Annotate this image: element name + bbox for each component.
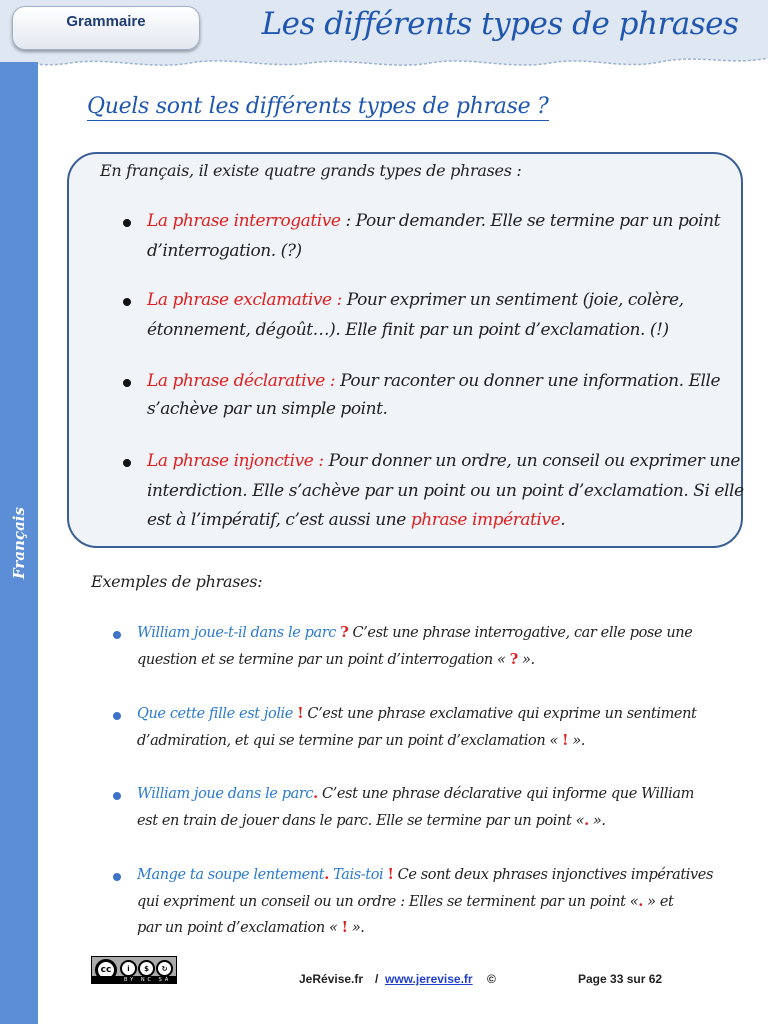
example-mark: ! xyxy=(562,732,569,749)
bullet-icon xyxy=(123,298,131,306)
license-part: SA xyxy=(158,977,172,983)
bullet-icon xyxy=(113,792,121,800)
example-line xyxy=(137,624,692,641)
example-text: C’est une phrase déclarative qui informe que William xyxy=(317,786,694,802)
example-text: d’admiration, et qui se termine par un point d’exclamation « xyxy=(137,733,563,749)
definition-text: Pour donner un ordre, un conseil ou exprimer une xyxy=(323,451,741,471)
examples-title: Exemples de phrases: xyxy=(91,572,263,591)
bullet-icon xyxy=(123,219,131,227)
example-text: C’est une phrase interrogative, car elle pose une xyxy=(348,625,693,641)
attribution-icon: i xyxy=(120,960,137,977)
example-line xyxy=(137,812,606,829)
subject-sidebar-label: Français xyxy=(10,507,28,579)
example-mark: . xyxy=(638,893,643,910)
example-text: ». xyxy=(517,652,535,668)
example-mark: ? xyxy=(509,651,518,668)
definition-line xyxy=(147,290,684,310)
example-line xyxy=(137,651,535,668)
definition-line: étonnement, dégoût…). Elle finit par un point d’exclamation. (!) xyxy=(147,320,669,340)
definition-line xyxy=(147,451,740,471)
definition-term: La phrase exclamative : xyxy=(147,290,342,310)
example-line xyxy=(137,919,365,936)
example-mark: ? xyxy=(340,624,349,641)
example-text: » et xyxy=(642,894,674,910)
example-line xyxy=(137,866,713,883)
example-text: ». xyxy=(568,733,586,749)
license-part: BY xyxy=(124,977,137,983)
example-text: qui expriment un conseil ou un ordre : Elles se terminent par un point « xyxy=(137,894,639,910)
page-header xyxy=(0,0,768,62)
category-badge-label: Grammaire xyxy=(66,12,146,30)
definition-line: interdiction. Elle s’achève par un point ou un point d’exclamation. Si elle xyxy=(147,481,744,501)
definition-line: s’achève par un simple point. xyxy=(147,399,388,419)
footer-separator: / xyxy=(375,972,379,986)
example-text: ». xyxy=(347,920,365,936)
example-sentence: Que cette fille est jolie xyxy=(137,706,293,722)
example-mark: . xyxy=(324,866,329,883)
example-sentence-b: Tais-toi xyxy=(328,867,384,883)
cc-logo-icon: cc xyxy=(96,960,116,980)
bullet-icon xyxy=(113,631,121,639)
definition-text: Pour exprimer un sentiment (joie, colère, xyxy=(341,290,684,310)
bullet-icon xyxy=(113,712,121,720)
example-text: question et se termine par un point d’interrogation « xyxy=(137,652,510,668)
example-text: par un point d’exclamation « xyxy=(137,920,342,936)
definition-term: La phrase injonctive : xyxy=(147,451,324,471)
definition-intro: En français, il existe quatre grands types de phrases : xyxy=(100,161,522,180)
example-text: est en train de jouer dans le parc. Elle se termine par un point « xyxy=(137,813,585,829)
definition-line xyxy=(147,371,720,391)
page-title: Les différents types de phrases xyxy=(261,6,739,42)
definition-text: : Pour demander. Elle se termine par un point xyxy=(340,211,721,231)
example-mark: . xyxy=(313,785,318,802)
footer-page-number: Page 33 sur 62 xyxy=(578,972,663,986)
example-text: C’est une phrase exclamative qui exprime un sentiment xyxy=(303,706,697,722)
definition-line xyxy=(147,510,565,530)
example-line xyxy=(137,893,673,910)
example-line xyxy=(137,732,585,749)
example-line xyxy=(137,705,696,722)
example-mark: . xyxy=(584,812,589,829)
sharealike-icon: ↻ xyxy=(156,960,173,977)
definition-line xyxy=(147,211,720,231)
category-badge xyxy=(12,6,200,50)
noncommercial-icon: $ xyxy=(138,960,155,977)
definition-text: est à l’impératif, c’est aussi une xyxy=(147,510,411,530)
definition-line: d’interrogation. (?) xyxy=(147,241,302,261)
footer-site-name: JeRévise.fr xyxy=(299,972,364,986)
bullet-icon xyxy=(123,379,131,387)
example-sentence: Mange ta soupe lentement xyxy=(137,867,325,883)
example-text: Ce sont deux phrases injonctives impératives xyxy=(393,867,714,883)
definition-text: Pour raconter ou donner une information. Elle xyxy=(335,371,721,391)
definition-term: La phrase interrogative xyxy=(147,211,341,231)
bullet-icon xyxy=(113,873,121,881)
definition-text-end: . xyxy=(560,510,566,530)
example-mark: ! xyxy=(297,705,304,722)
definition-term-imperative: phrase impérative xyxy=(410,510,561,530)
example-line xyxy=(137,785,694,802)
license-parts xyxy=(124,977,171,983)
example-sentence: William joue-t-il dans le parc xyxy=(137,625,336,641)
example-mark: ! xyxy=(387,866,394,883)
creative-commons-license-badge[interactable] xyxy=(91,956,177,984)
footer-copyright: © xyxy=(487,972,496,986)
example-text: ». xyxy=(588,813,606,829)
bullet-icon xyxy=(123,459,131,467)
definition-term: La phrase déclarative : xyxy=(147,371,336,391)
section-title: Quels sont les différents types de phrase ? xyxy=(87,94,549,119)
footer-website-link[interactable]: www.jerevise.fr xyxy=(385,972,473,986)
example-sentence: William joue dans le parc xyxy=(137,786,314,802)
license-part: NC xyxy=(140,977,155,983)
example-mark: ! xyxy=(341,919,348,936)
